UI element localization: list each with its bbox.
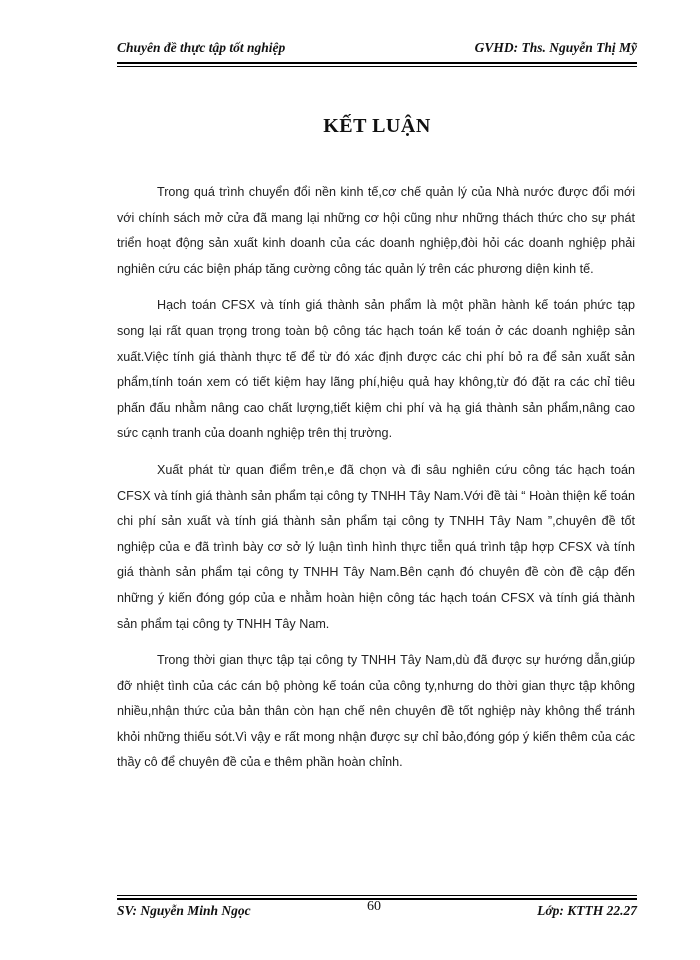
- paragraph-3: Xuất phát từ quan điểm trên,e đã chọn và đi sâu nghiên cứu công tác hạch toán CFSX và tính giá thành sản phẩm tại công ty TNHH Tây Nam.Với đề tài “ Hoàn thiện kế toán chi phí sản xuất và tính giá thành sản phẩm tại công ty TNHH Tây Nam ”,chuyên đề tốt nghiệp của e đã trình bày cơ sở lý luận tình hình thực tiễn quá trình tập hợp CFSX và tính giá thành sản phẩm tại công ty TNHH Tây Nam.Bên cạnh đó chuyên đề còn đề cập đến những ý kiến đóng góp của e nhằm hoàn hiện công tác hạch toán CFSX và tính giá thành sản phẩm tại công ty TNHH Tây Nam.: [117, 462, 635, 631]
- paragraph-1: Trong quá trình chuyển đổi nền kinh tế,cơ chế quản lý của Nhà nước được đổi mới với chính sách mở cửa đã mang lại những cơ hội cũng như những thách thức cho sự phát triển hoạt động sản xuất kinh doanh của các doanh nghiệp,đòi hỏi các doanh nghiệp phải nghiên cứu các biện pháp tăng cường công tác quản lý trên các phương diện kinh tế.: [117, 185, 635, 276]
- page-footer: [117, 899, 637, 923]
- body-text: [117, 180, 635, 787]
- header-right-text: GVHD: Ths. Nguyễn Thị Mỹ: [474, 40, 637, 55]
- footer-rule-thin: [117, 895, 637, 896]
- paragraph-2: Hạch toán CFSX và tính giá thành sản phẩm là một phần hành kế toán phức tạp song lại rất quan trọng trong toàn bộ công tác hạch toán kế toán ở các doanh nghiệp sản xuất.Việc tính giá thành thực tế để từ đó xác định được các chi phí bỏ ra để sản xuất sản phẩm,tính toán xem có tiết kiệm hay lãng phí,hiệu quả hay không,từ đó đặt ra các chỉ tiêu phấn đấu nhằm nâng cao chất lượng,tiết kiệm chi phí và hạ giá thành sản phẩm,nâng cao sức cạnh tranh của doanh nghiệp trên thị trường.: [117, 298, 635, 441]
- paragraph-4: Trong thời gian thực tập tại công ty TNHH Tây Nam,dù đã được sự hướng dẫn,giúp đỡ nhiệt tình của các cán bộ phòng kế toán của công ty,nhưng do thời gian thực tập không nhiều,nhận thức của bản thân còn hạn chế nên chuyên đề tốt nghiệp này không thể tránh khỏi những thiếu sót.Vì vậy e rất mong nhận được sự chỉ bảo,đóng góp ý kiến thêm của các thầy cô để chuyên đề của e thêm phần hoàn chỉnh.: [117, 653, 635, 770]
- page-title: KẾT LUẬN: [323, 115, 431, 137]
- header-rule-thick: [117, 62, 637, 64]
- header-rule-thin: [117, 66, 637, 67]
- header-left-text: Chuyên đề thực tập tốt nghiệp: [117, 40, 286, 55]
- page-number: 60: [367, 899, 381, 914]
- footer-student-name: SV: Nguyễn Minh Ngọc: [117, 903, 251, 918]
- footer-class: Lớp: KTTH 22.27: [537, 903, 637, 918]
- page-header: [117, 40, 637, 62]
